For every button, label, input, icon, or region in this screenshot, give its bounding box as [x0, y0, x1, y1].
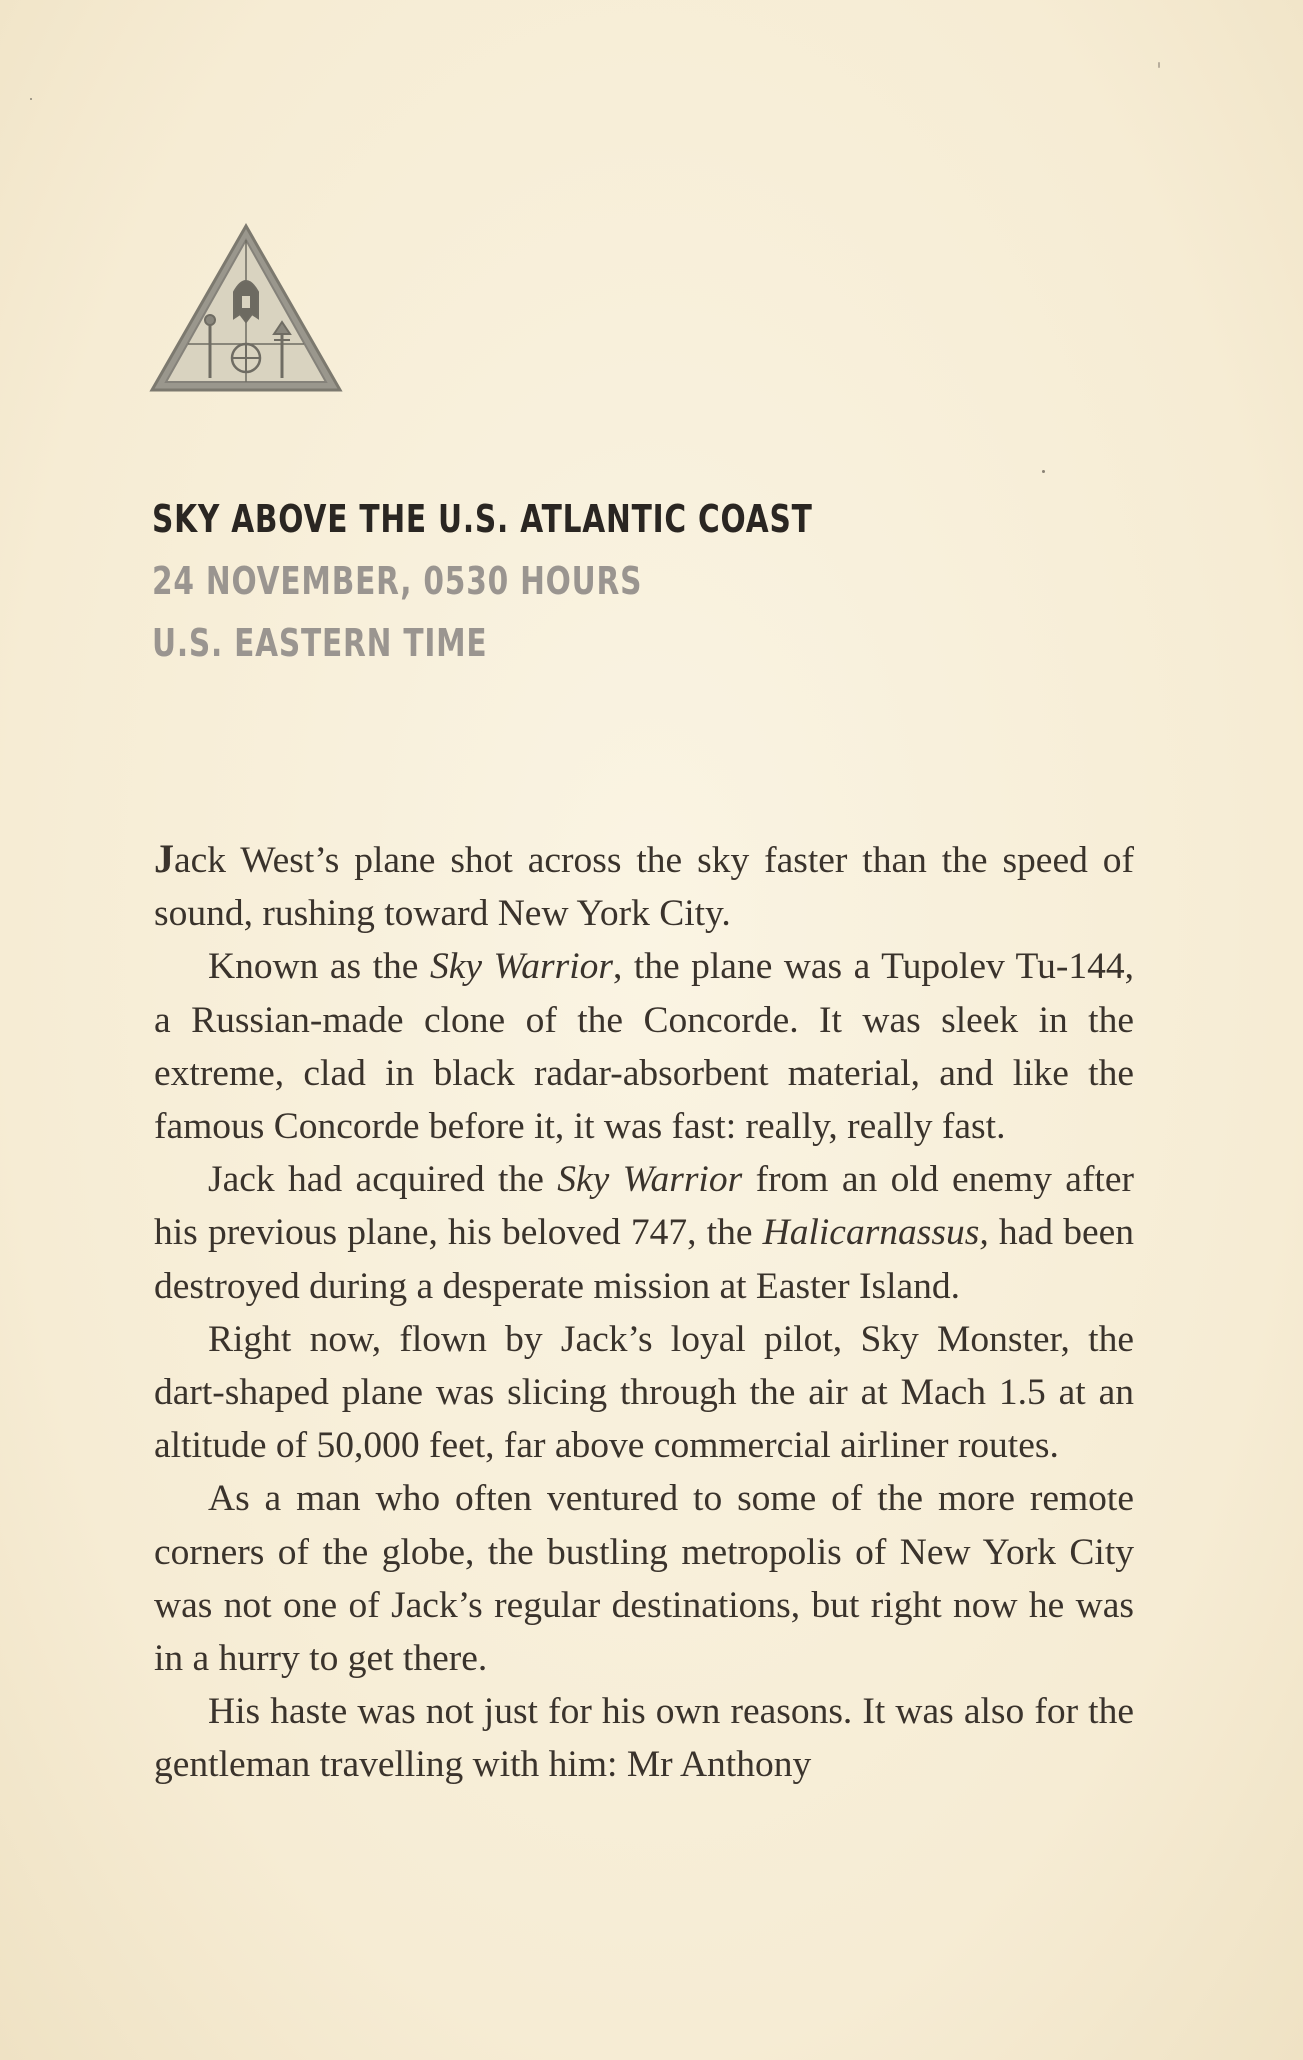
chapter-timezone: U.S. EASTERN TIME [152, 621, 488, 665]
paragraph-3-after: had been destroyed during a desperate mission at Easter Island. [154, 1212, 1134, 1307]
paragraph-3-italic-1: Sky Warrior [557, 1159, 743, 1201]
paragraph-2 [154, 940, 1134, 1153]
paragraph-3 [154, 1153, 1134, 1313]
paragraph-3-before: Jack had acquired the [208, 1159, 558, 1201]
drop-cap: J [154, 836, 174, 881]
paragraph-1-text: ack West’s plane shot across the sky faster than the speed of sound, rushing toward New York City. [154, 840, 1134, 935]
paragraph-3-italic-2: Halicarnassus, [762, 1212, 989, 1254]
chapter-heading [152, 488, 999, 674]
paragraph-2-italic: Sky Warrior [429, 946, 613, 988]
paper-speck [30, 98, 32, 100]
body-text [154, 832, 1134, 1792]
chapter-date-time: 24 NOVEMBER, 0530 HOURS [152, 559, 643, 603]
paragraph-1 [154, 832, 1134, 940]
paragraph-3-middle: from an old enemy after his previous plane, his beloved 747, the [154, 1159, 1134, 1254]
paper-speck [1158, 62, 1160, 68]
chapter-location: SKY ABOVE THE U.S. ATLANTIC COAST [152, 497, 813, 541]
paper-speck [1042, 470, 1045, 473]
paragraph-4: Right now, flown by Jack’s loyal pilot, Sky Monster, the dart-shaped plane was slicing through the air at Mach 1.5 at an altitude of 50,000 feet, far above commercial airliner routes. [154, 1318, 1134, 1467]
paragraph-2-after: , the plane was a Tupolev Tu-144, a Russian-made clone of the Concorde. It was sleek in the extreme, clad in black radar-absorbent material, and like the famous Concorde before it, it was fast: really, really fast. [154, 946, 1134, 1148]
paragraph-5: As a man who often ventured to some of the more remote corners of the globe, the bustling metropolis of New York City was not one of Jack’s regular destinations, but right now he was in a hurry to get there. [154, 1478, 1134, 1680]
triangle-emblem-icon [148, 222, 344, 394]
paragraph-2-before: Known as the [208, 946, 430, 988]
paragraph-6: His haste was not just for his own reasons. It was also for the gentleman travelling with him: Mr Anthony [154, 1691, 1134, 1786]
